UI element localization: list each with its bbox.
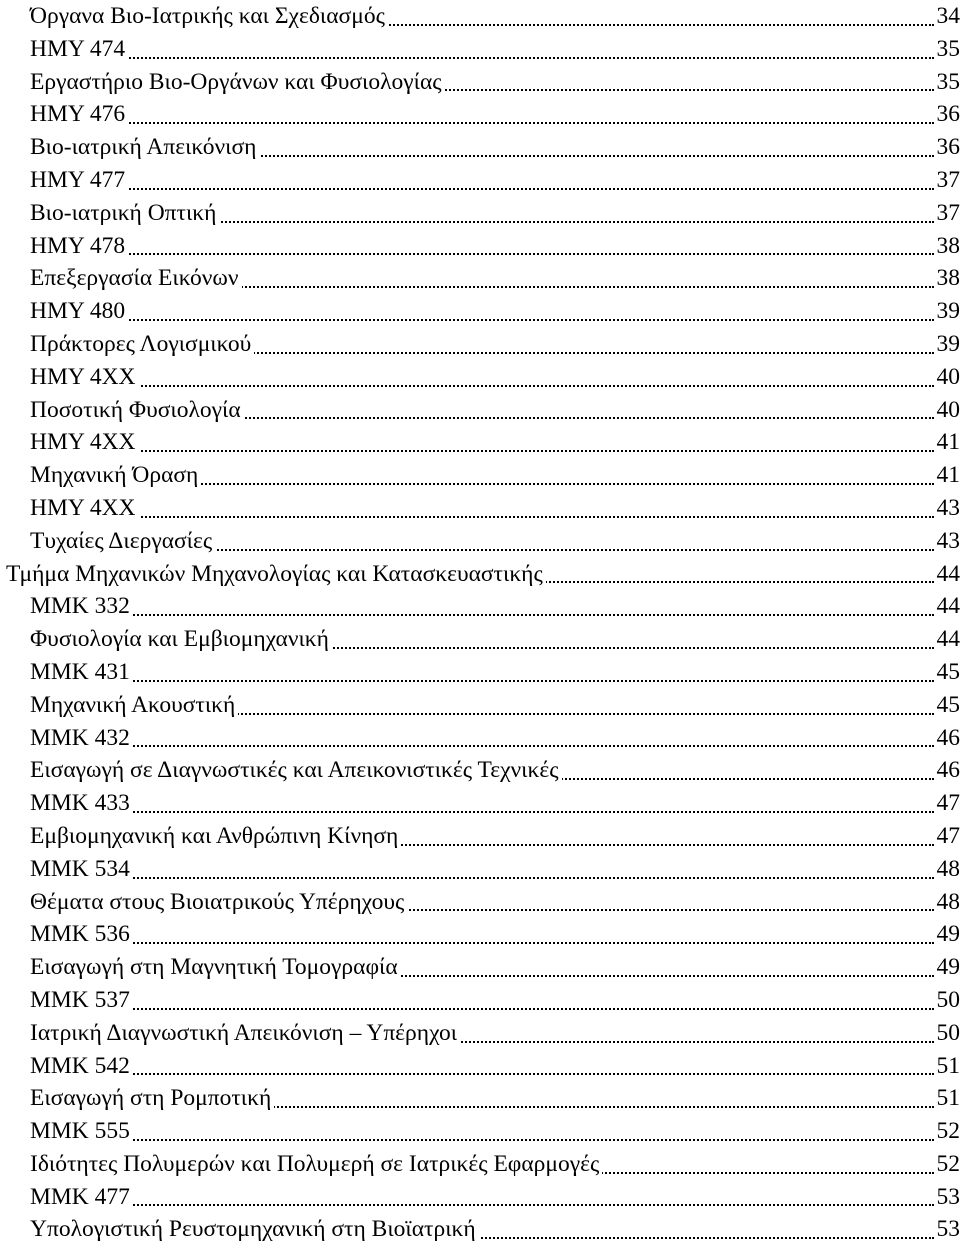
toc-entry-page-number: 48 (935, 853, 960, 886)
toc-entry-title: Ποσοτική Φυσιολογία (30, 394, 244, 427)
toc-entry[interactable] (0, 722, 960, 755)
toc-entry[interactable] (0, 1115, 960, 1148)
toc-entry-title: ΜΜΚ 555 (30, 1115, 133, 1148)
toc-entry[interactable] (0, 590, 960, 623)
toc-entry-title: ΗΜΥ 474 (30, 33, 128, 66)
dot-leader (30, 811, 934, 813)
toc-entry-title: Ιδιότητες Πολυμερών και Πολυμερή σε Ιατρικές Εφαρμογές (30, 1148, 602, 1181)
toc-entry[interactable] (0, 66, 960, 99)
dot-leader (30, 1204, 934, 1206)
toc-entry-title: Πράκτορες Λογισμικού (30, 328, 254, 361)
toc-entry-title: Ιατρική Διαγνωστική Απεικόνιση – Υπέρηχοι (30, 1017, 460, 1050)
toc-entry-page-number: 45 (935, 656, 960, 689)
toc-entry-title: ΗΜΥ 478 (30, 230, 128, 263)
dot-leader (30, 877, 934, 879)
toc-entry-title: Εισαγωγή σε Διαγνωστικές και Απεικονιστικές Τεχνικές (30, 754, 562, 787)
toc-entry-page-number: 46 (935, 754, 960, 787)
toc-entry-title: Βιο-ιατρική Απεικόνιση (30, 131, 259, 164)
toc-entry[interactable] (0, 1050, 960, 1083)
dot-leader (30, 122, 934, 124)
dot-leader (30, 253, 934, 255)
toc-entry[interactable] (0, 394, 960, 427)
toc-entry[interactable] (0, 656, 960, 689)
toc-entry[interactable] (0, 98, 960, 131)
toc-entry[interactable] (0, 689, 960, 722)
toc-entry-title: ΜΜΚ 433 (30, 787, 133, 820)
toc-entry-title: ΜΜΚ 534 (30, 853, 133, 886)
dot-leader (30, 450, 934, 452)
toc-entry-page-number: 47 (935, 787, 960, 820)
toc-entry-page-number: 52 (935, 1148, 960, 1181)
toc-entry-title: Μηχανική Όραση (30, 459, 201, 492)
toc-entry[interactable] (0, 820, 960, 853)
dot-leader (30, 942, 934, 944)
toc-entry-page-number: 53 (935, 1213, 960, 1246)
toc-entry-title: Όργανα Βιο-Ιατρικής και Σχεδιασμός (30, 0, 388, 33)
dot-leader (30, 1073, 934, 1075)
toc-entry-page-number: 41 (935, 426, 960, 459)
toc-entry-page-number: 46 (935, 722, 960, 755)
toc-entry-page-number: 52 (935, 1115, 960, 1148)
toc-entry-title: ΜΜΚ 477 (30, 1181, 133, 1214)
toc-entry[interactable] (0, 1017, 960, 1050)
toc-entry-page-number: 49 (935, 918, 960, 951)
toc-entry[interactable] (0, 754, 960, 787)
toc-entry-title: Επεξεργασία Εικόνων (30, 262, 242, 295)
dot-leader (30, 57, 934, 59)
toc-entry-page-number: 36 (935, 131, 960, 164)
toc-entry-page-number: 51 (935, 1082, 960, 1115)
toc-entry[interactable] (0, 1082, 960, 1115)
toc-entry[interactable] (0, 426, 960, 459)
toc-entry[interactable] (0, 918, 960, 951)
toc-entry-page-number: 50 (935, 984, 960, 1017)
toc-entry-page-number: 37 (935, 164, 960, 197)
toc-entry-page-number: 44 (935, 558, 960, 591)
toc-entry-page-number: 53 (935, 1181, 960, 1214)
toc-entry-title: Θέματα στους Βιοιατρικούς Υπέρηχους (30, 886, 407, 919)
toc-entry-title: ΜΜΚ 537 (30, 984, 133, 1017)
toc-entry-page-number: 49 (935, 951, 960, 984)
toc-entry-page-number: 38 (935, 230, 960, 263)
toc-entry[interactable] (0, 984, 960, 1017)
toc-entry-page-number: 39 (935, 295, 960, 328)
toc-entry[interactable] (0, 787, 960, 820)
toc-entry-page-number: 43 (935, 492, 960, 525)
toc-entry-title: ΗΜΥ 4ΧΧ (30, 426, 139, 459)
toc-entry[interactable] (0, 525, 960, 558)
toc-entry-title: ΗΜΥ 480 (30, 295, 128, 328)
toc-entry-title: ΜΜΚ 542 (30, 1050, 133, 1083)
toc-entry-title: Εισαγωγή στη Μαγνητική Τομογραφία (30, 951, 401, 984)
toc-section-entry[interactable] (0, 558, 960, 591)
dot-leader (30, 680, 934, 682)
toc-entry-title: Φυσιολογία και Εμβιομηχανική (30, 623, 332, 656)
toc-entry-page-number: 38 (935, 262, 960, 295)
toc-entry[interactable] (0, 459, 960, 492)
toc-entry-page-number: 43 (935, 525, 960, 558)
dot-leader (30, 385, 934, 387)
dot-leader (30, 516, 934, 518)
toc-entry-page-number: 47 (935, 820, 960, 853)
toc-entry[interactable] (0, 623, 960, 656)
dot-leader (30, 1008, 934, 1010)
toc-entry-title: Μηχανική Ακουστική (30, 689, 238, 722)
toc-entry[interactable] (0, 295, 960, 328)
dot-leader (30, 745, 934, 747)
toc-entry-page-number: 40 (935, 394, 960, 427)
toc-entry[interactable] (0, 492, 960, 525)
toc-entry-title: Τμήμα Μηχανικών Μηχανολογίας και Κατασκευαστικής (6, 558, 546, 591)
toc-entry-title: Τυχαίες Διεργασίες (30, 525, 215, 558)
dot-leader (30, 319, 934, 321)
toc-entry[interactable] (0, 886, 960, 919)
toc-entry-page-number: 34 (935, 0, 960, 33)
toc-entry[interactable] (0, 1213, 960, 1246)
toc-entry-page-number: 36 (935, 98, 960, 131)
toc-entry[interactable] (0, 328, 960, 361)
toc-entry-page-number: 40 (935, 361, 960, 394)
toc-entry[interactable] (0, 164, 960, 197)
toc-entry-title: ΜΜΚ 432 (30, 722, 133, 755)
toc-entry[interactable] (0, 951, 960, 984)
toc-entry-page-number: 39 (935, 328, 960, 361)
toc-entry-page-number: 44 (935, 590, 960, 623)
toc-entry[interactable] (0, 853, 960, 886)
toc-entry-title: ΗΜΥ 4ΧΧ (30, 492, 139, 525)
toc-entry-page-number: 48 (935, 886, 960, 919)
toc-entry-title: ΗΜΥ 4ΧΧ (30, 361, 139, 394)
dot-leader (30, 1139, 934, 1141)
toc-entry-title: ΗΜΥ 476 (30, 98, 128, 131)
toc-entry[interactable] (0, 197, 960, 230)
toc-entry-title: ΜΜΚ 332 (30, 590, 133, 623)
toc-entry[interactable] (0, 33, 960, 66)
toc-entry-page-number: 35 (935, 66, 960, 99)
toc-entry[interactable] (0, 131, 960, 164)
toc-entry-title: Εμβιομηχανική και Ανθρώπινη Κίνηση (30, 820, 401, 853)
toc-entry[interactable] (0, 361, 960, 394)
toc-entry-title: ΜΜΚ 536 (30, 918, 133, 951)
toc-entry-title: Βιο-ιατρική Οπτική (30, 197, 219, 230)
toc-entry[interactable] (0, 0, 960, 33)
toc-entry-page-number: 41 (935, 459, 960, 492)
toc-entry-page-number: 35 (935, 33, 960, 66)
toc-entry-page-number: 50 (935, 1017, 960, 1050)
toc-entry-page-number: 37 (935, 197, 960, 230)
toc-entry[interactable] (0, 230, 960, 263)
toc-entry-title: ΜΜΚ 431 (30, 656, 133, 689)
toc-entry-title: Υπολογιστική Ρευστομηχανική στη Βιοϊατρική (30, 1213, 479, 1246)
toc-entry-title: Εισαγωγή στη Ρομποτική (30, 1082, 274, 1115)
toc-entry-page-number: 45 (935, 689, 960, 722)
dot-leader (30, 614, 934, 616)
toc-entry-page-number: 51 (935, 1050, 960, 1083)
toc-entry[interactable] (0, 1148, 960, 1181)
toc-entry-page-number: 44 (935, 623, 960, 656)
dot-leader (30, 188, 934, 190)
toc-entry-title: ΗΜΥ 477 (30, 164, 128, 197)
toc-entry[interactable] (0, 1181, 960, 1214)
toc-entry[interactable] (0, 262, 960, 295)
toc-entry-title: Εργαστήριο Βιο-Οργάνων και Φυσιολογίας (30, 66, 445, 99)
